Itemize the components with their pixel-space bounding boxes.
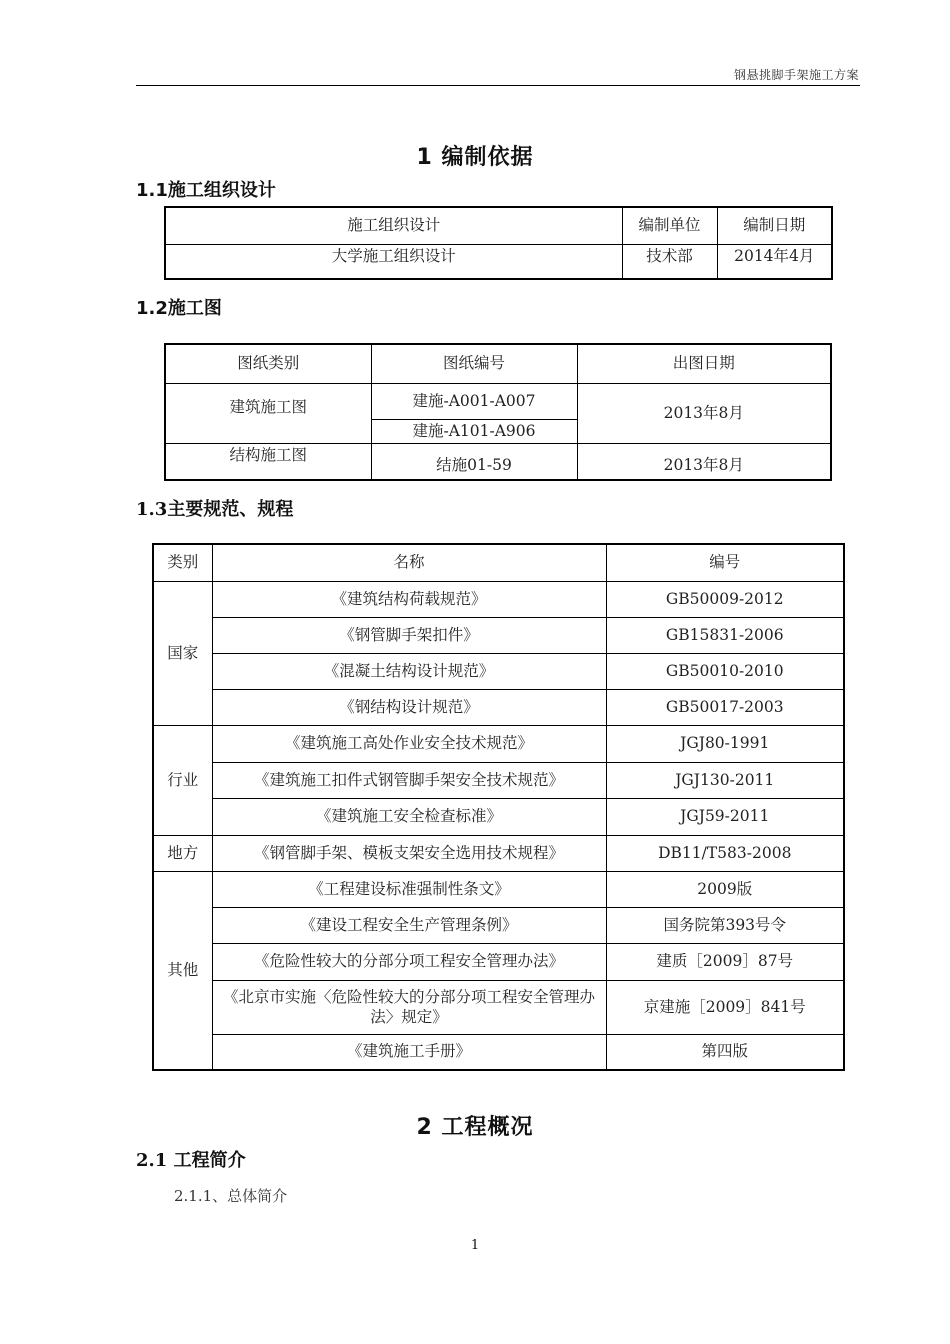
table-header-row [165, 207, 832, 244]
table-row [153, 1034, 844, 1070]
header-cell: 出图日期 [577, 344, 831, 383]
category-cell: 行业 [153, 725, 212, 835]
standard-code: 第四版 [606, 1034, 844, 1070]
table-row [153, 581, 844, 617]
table-header-row [153, 544, 844, 581]
table-row [165, 383, 831, 419]
standard-name: 《建设工程安全生产管理条例》 [212, 907, 606, 943]
standard-name: 《钢结构设计规范》 [212, 689, 606, 725]
table-row [153, 835, 844, 871]
header-divider [136, 85, 860, 86]
table-cell: 2014年4月 [717, 244, 832, 279]
category-cell: 国家 [153, 581, 212, 725]
standard-code: 国务院第393号令 [606, 907, 844, 943]
standard-code: JGJ130-2011 [606, 762, 844, 798]
table-row [153, 617, 844, 653]
standard-code: DB11/T583-2008 [606, 835, 844, 871]
standard-code: GB50009-2012 [606, 581, 844, 617]
subsection-2-1-1: 2.1.1、总体简介 [174, 1187, 288, 1205]
table-row [153, 980, 844, 1034]
standard-name: 《建筑施工扣件式钢管脚手架安全技术规范》 [212, 762, 606, 798]
header-cell: 名称 [212, 544, 606, 581]
standard-name: 《建筑结构荷载规范》 [212, 581, 606, 617]
standard-name: 《建筑施工高处作业安全技术规范》 [212, 725, 606, 762]
table-row [165, 443, 831, 480]
header-cell: 编号 [606, 544, 844, 581]
standard-code: GB50010-2010 [606, 653, 844, 689]
table-row [153, 943, 844, 980]
standard-name: 《建筑施工安全检查标准》 [212, 798, 606, 835]
drawings-table [164, 343, 832, 481]
standard-name: 《钢管脚手架、模板支架安全选用技术规程》 [212, 835, 606, 871]
header-cell: 施工组织设计 [165, 207, 622, 244]
table-row [153, 871, 844, 907]
chapter-2-title: 2 工程概况 [416, 1115, 534, 1140]
header-cell: 编制单位 [622, 207, 717, 244]
section-1-1-title: 1.1施工组织设计 [136, 180, 276, 201]
table-row [153, 907, 844, 943]
page-header-title: 钢悬挑脚手架施工方案 [733, 68, 859, 82]
category-cell: 地方 [153, 835, 212, 871]
table-cell: 建筑施工图 [165, 383, 371, 443]
category-cell: 其他 [153, 871, 212, 1070]
section-1-2-title: 1.2施工图 [136, 298, 222, 319]
table-cell: 建施-A101-A906 [371, 419, 577, 443]
standard-code: GB50017-2003 [606, 689, 844, 725]
header-cell: 类别 [153, 544, 212, 581]
table-cell: 技术部 [622, 244, 717, 279]
header-cell: 编制日期 [717, 207, 832, 244]
standard-code: JGJ59-2011 [606, 798, 844, 835]
standard-name: 《北京市实施〈危险性较大的分部分项工程安全管理办法〉规定》 [212, 980, 606, 1034]
standard-name: 《危险性较大的分部分项工程安全管理办法》 [212, 943, 606, 980]
table-row [165, 244, 832, 279]
table-cell: 结施01-59 [371, 443, 577, 480]
standard-name: 《钢管脚手架扣件》 [212, 617, 606, 653]
table-row [153, 653, 844, 689]
table-row [153, 725, 844, 762]
table-header-row [165, 344, 831, 383]
table-cell: 2013年8月 [577, 443, 831, 480]
table-row [153, 798, 844, 835]
section-1-3-title: 1.3主要规范、规程 [136, 499, 294, 520]
header-cell: 图纸类别 [165, 344, 371, 383]
chapter-1-title: 1 编制依据 [416, 145, 534, 170]
construction-design-table [164, 206, 833, 280]
table-row [153, 689, 844, 725]
standard-name: 《建筑施工手册》 [212, 1034, 606, 1070]
standard-code: 京建施［2009］841号 [606, 980, 844, 1034]
standard-code: JGJ80-1991 [606, 725, 844, 762]
table-cell: 大学施工组织设计 [165, 244, 622, 279]
page-number: 1 [470, 1238, 480, 1253]
section-2-1-title: 2.1 工程简介 [136, 1150, 246, 1171]
standard-code: 2009版 [606, 871, 844, 907]
standard-name: 《工程建设标准强制性条文》 [212, 871, 606, 907]
table-cell: 2013年8月 [577, 383, 831, 443]
standards-table [152, 543, 845, 1071]
table-cell: 结构施工图 [165, 443, 371, 480]
standard-code: 建质［2009］87号 [606, 943, 844, 980]
header-cell: 图纸编号 [371, 344, 577, 383]
standard-name: 《混凝土结构设计规范》 [212, 653, 606, 689]
standard-code: GB15831-2006 [606, 617, 844, 653]
table-cell: 建施-A001-A007 [371, 383, 577, 419]
table-row [153, 762, 844, 798]
